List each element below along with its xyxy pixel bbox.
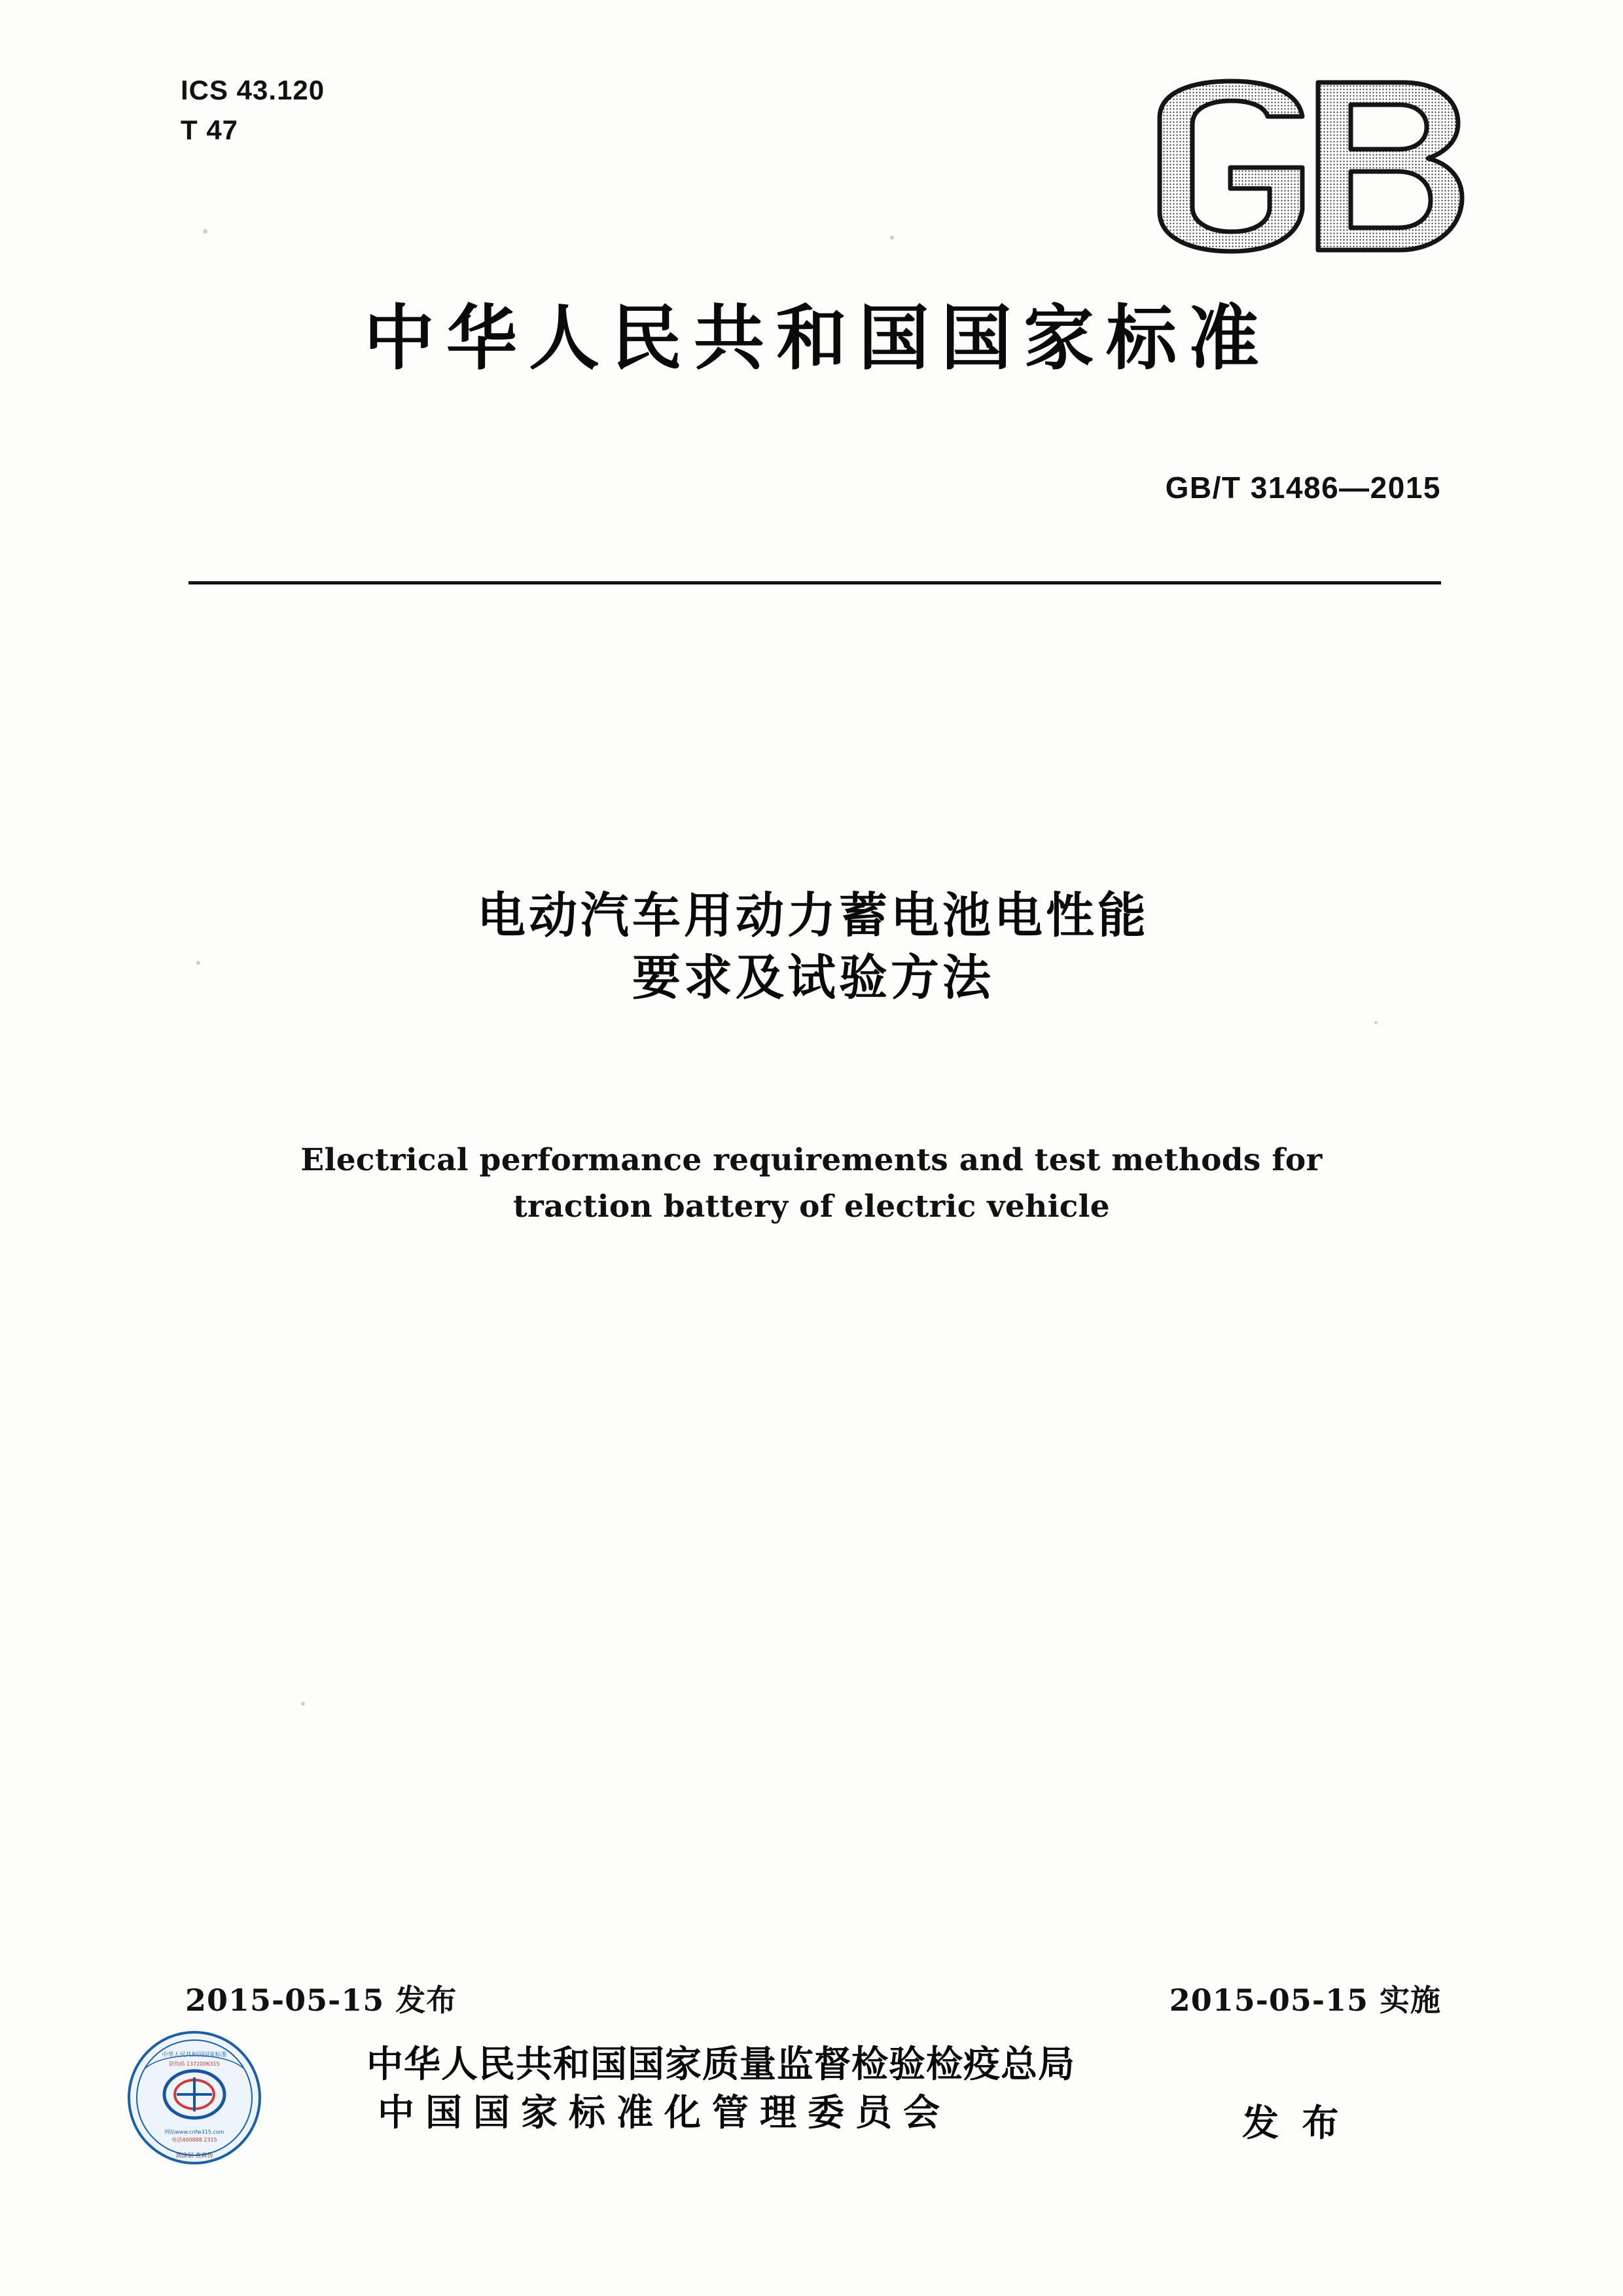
document-title-cn: [0, 885, 1623, 1009]
svg-text:刮涂层 查真伪: 刮涂层 查真伪: [175, 2153, 213, 2159]
document-title-cn-line2: 要求及试验方法: [632, 949, 994, 1006]
scan-speck: [890, 236, 894, 240]
svg-text:中华人民共和国国家标准: 中华人民共和国国家标准: [162, 2052, 227, 2058]
publish-verb: 发 布: [1242, 2102, 1344, 2145]
ics-number: ICS 43.120: [181, 75, 325, 105]
document-title-en-line1: Electrical performance requirements and test methods for: [300, 1142, 1323, 1178]
publisher-line-1: 中华人民共和国国家质量监督检验检疫总局: [366, 2043, 1075, 2086]
scan-speck: [301, 1702, 305, 1706]
standard-number: GB/T 31486—2015: [1165, 471, 1441, 505]
gb-emblem-logo: [1147, 79, 1474, 255]
svg-text:网站www.cnfw315.com: 网站www.cnfw315.com: [164, 2129, 224, 2135]
implementation-date: 2015-05-15 实施: [1169, 1982, 1441, 2018]
header-divider: [188, 581, 1441, 584]
document-title-en-line2: traction battery of electric vehicle: [513, 1188, 1110, 1225]
document-title-en: [0, 1138, 1623, 1230]
svg-text:电话400888 2315: 电话400888 2315: [171, 2137, 217, 2143]
scan-speck: [1374, 1021, 1378, 1024]
svg-text:防伪码 1372006315: 防伪码 1372006315: [169, 2061, 220, 2067]
anti-counterfeit-seal-icon: [126, 2029, 263, 2166]
scan-speck: [196, 961, 200, 965]
ics-classification-block: [181, 71, 325, 151]
publisher-block: [366, 2041, 1075, 2138]
publisher-line-2: 中国国家标准化管理委员会: [378, 2090, 951, 2134]
national-standard-title: 中华人民共和国国家标准: [363, 297, 1271, 380]
issue-date: 2015-05-15 发布: [185, 1982, 457, 2018]
scan-speck: [203, 229, 207, 234]
document-title-cn-line1: 电动汽车用动力蓄电池电性能: [477, 888, 1149, 944]
classification-code: T 47: [181, 114, 239, 145]
